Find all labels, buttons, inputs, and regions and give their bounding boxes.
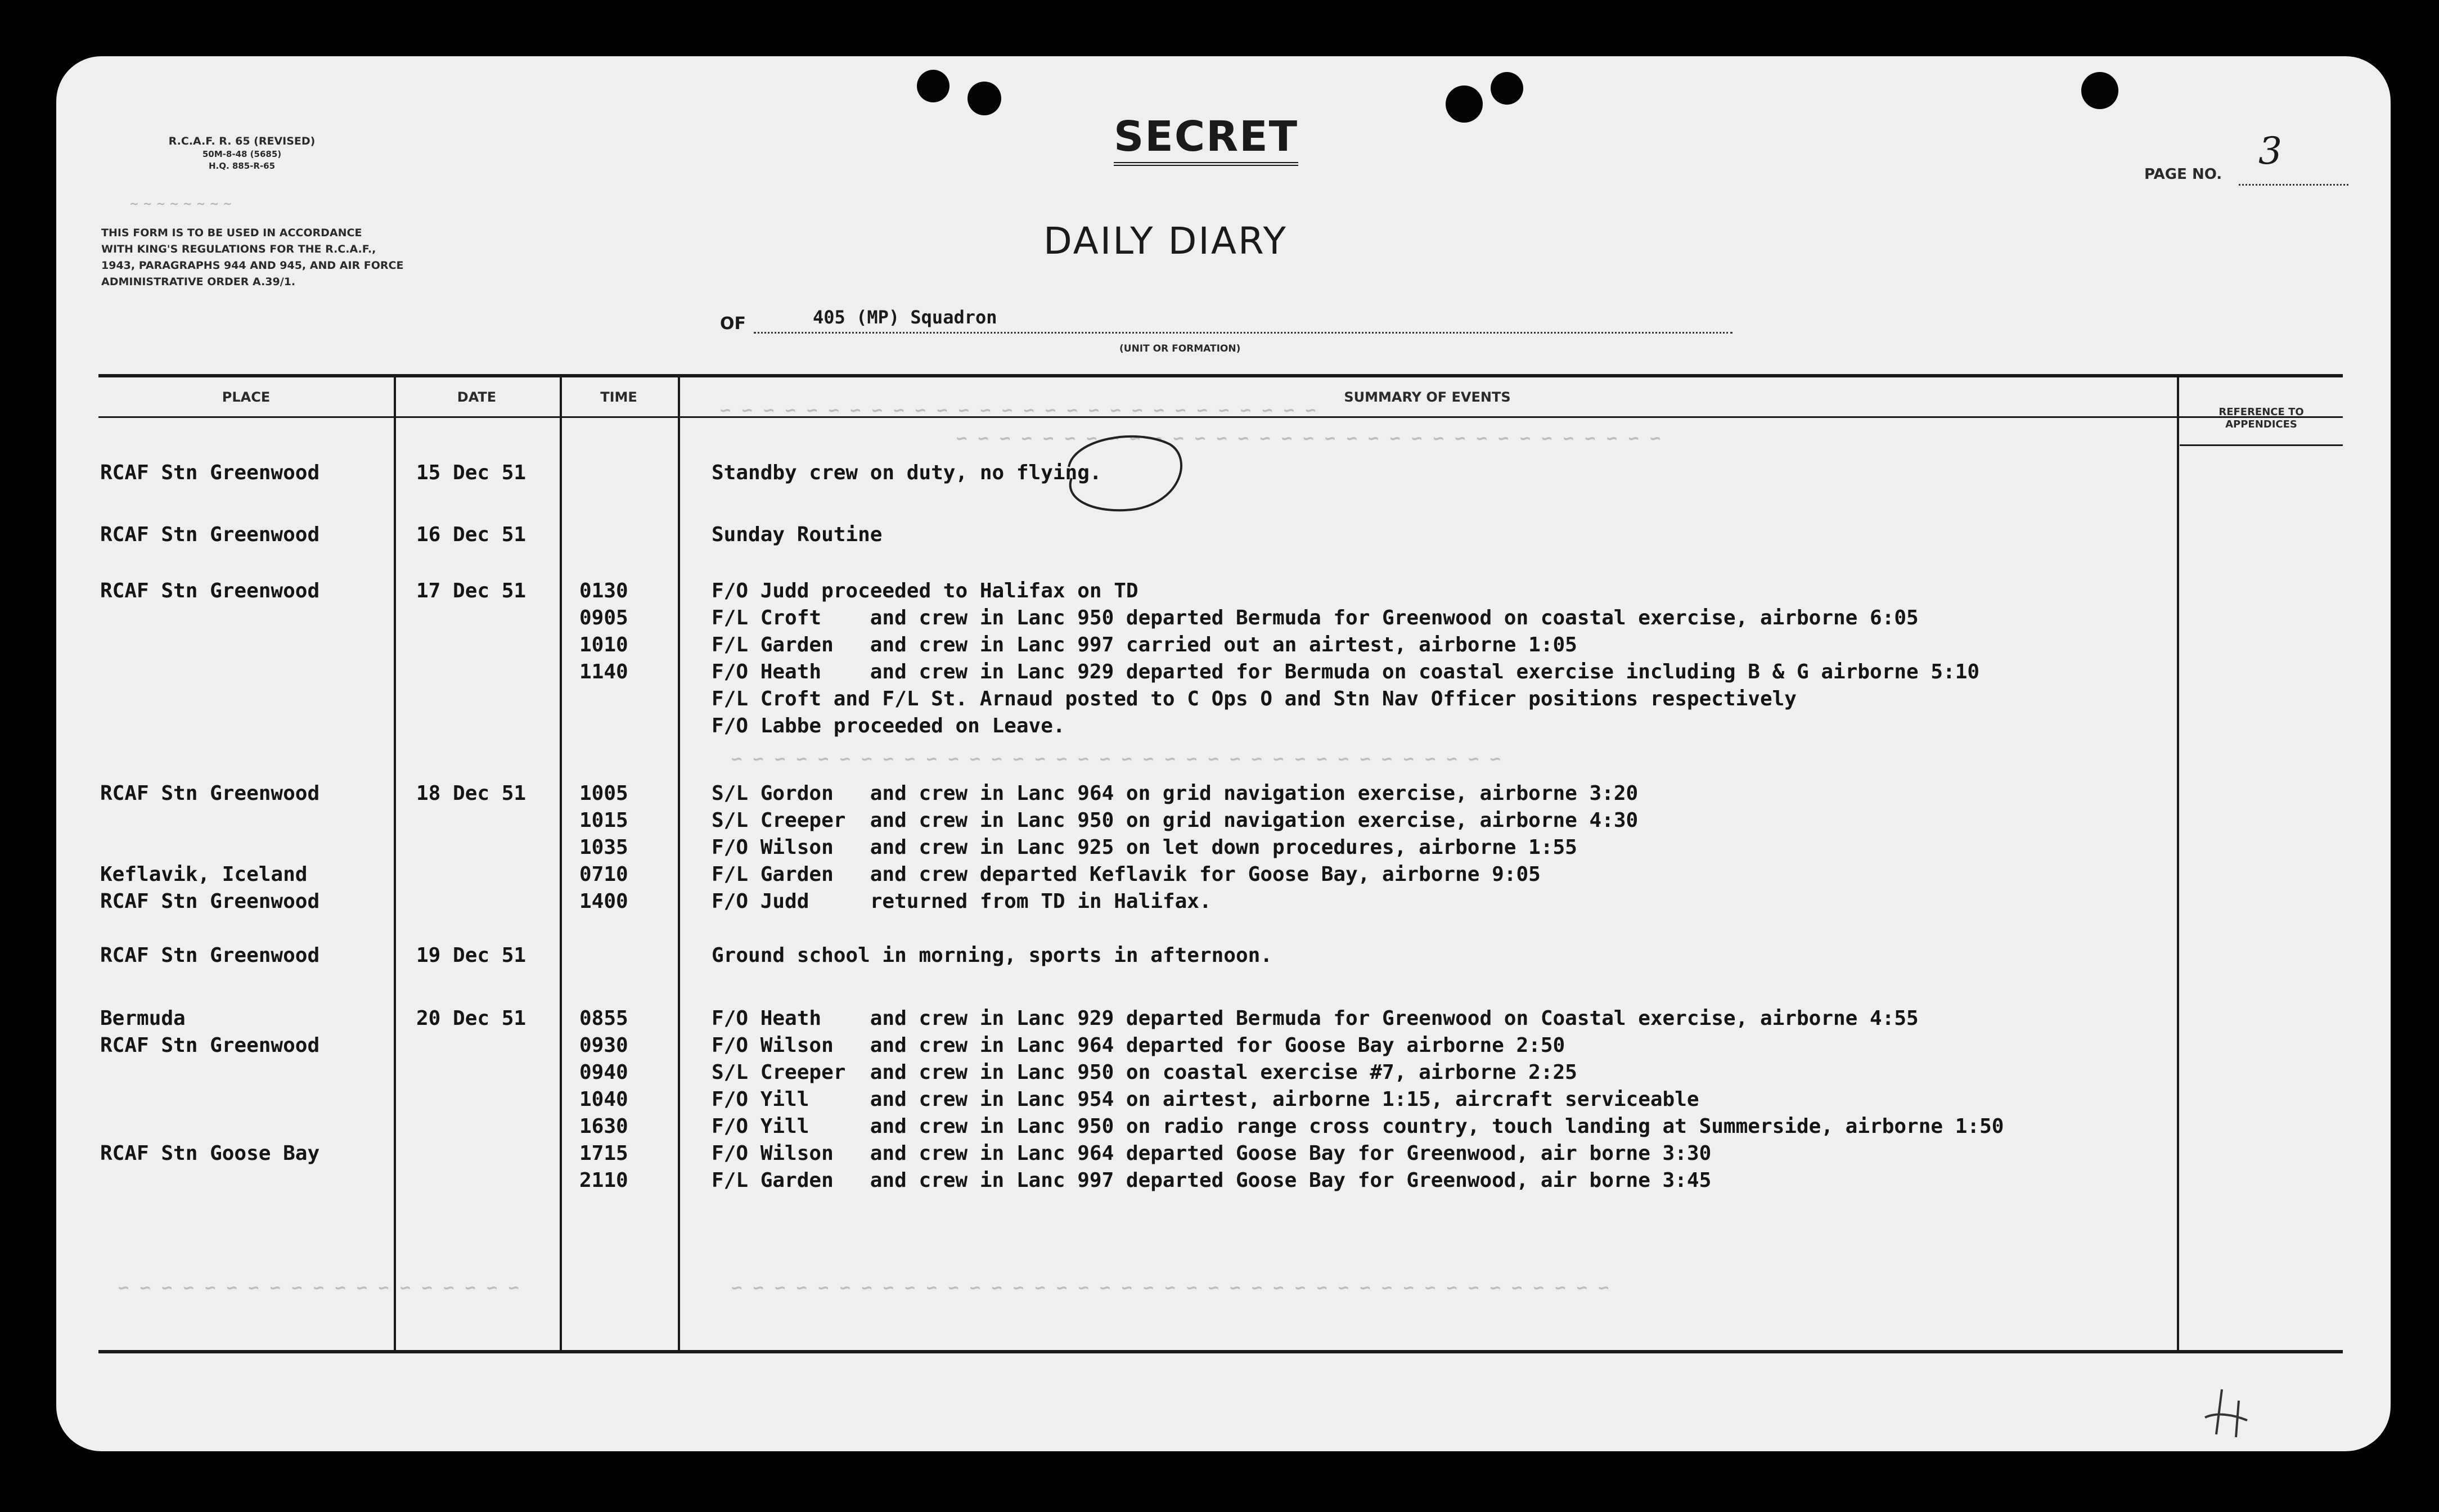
form-number: R.C.A.F. R. 65 (REVISED): [168, 135, 316, 147]
entry-time: 0940: [579, 1061, 628, 1084]
entry-summary: F/O Wilson and crew in Lanc 925 on let down procedures, airborne 1:55: [712, 836, 1577, 859]
entry-time: 1005: [579, 782, 628, 805]
unit-name: 405 (MP) Squadron: [813, 307, 997, 328]
entry-place: RCAF Stn Greenwood: [100, 461, 320, 484]
entry-summary: F/O Heath and crew in Lanc 929 departed for Bermuda on coastal exercise including B & G airborne 5:10: [712, 660, 1980, 683]
bleed-through-text: ~ ~ ~ ~ ~ ~ ~ ~ ~ ~ ~ ~ ~ ~ ~ ~ ~ ~ ~ ~ ~ ~ ~ ~ ~ ~ ~ ~ ~ ~ ~ ~ ~: [956, 428, 1661, 449]
unit-underline: [754, 332, 1732, 334]
column-header-reference: [2180, 406, 2343, 431]
entry-summary: F/O Heath and crew in Lanc 929 departed Bermuda for Greenwood on Coastal exercise, airborne 4:55: [712, 1007, 1919, 1030]
notice-line: THIS FORM IS TO BE USED IN ACCORDANCE: [101, 227, 362, 239]
entry-time: 0710: [579, 863, 628, 886]
page-number: 3: [2258, 129, 2282, 173]
faint-stamp: ~ ~ ~ ~ ~ ~ ~ ~: [129, 197, 232, 210]
entry-summary: S/L Gordon and crew in Lanc 964 on grid navigation exercise, airborne 3:20: [712, 782, 1639, 805]
bleed-through-text: ~ ~ ~ ~ ~ ~ ~ ~ ~ ~ ~ ~ ~ ~ ~ ~ ~ ~ ~ ~ ~ ~ ~ ~ ~ ~ ~ ~ ~ ~ ~ ~ ~ ~ ~ ~ ~ ~ ~ ~ ~: [731, 1277, 1609, 1298]
punch-hole: [1446, 86, 1483, 123]
page-number-underline: [2239, 184, 2348, 186]
unit-caption: (UNIT OR FORMATION): [1119, 343, 1241, 354]
entry-summary: F/O Wilson and crew in Lanc 964 departed for Goose Bay airborne 2:50: [712, 1034, 1565, 1057]
table-top-rule: [98, 374, 2343, 377]
entry-time: 1040: [579, 1088, 628, 1111]
diary-page: [56, 56, 2391, 1451]
entry-time: 1715: [579, 1142, 628, 1165]
entry-place: RCAF Stn Greenwood: [100, 579, 320, 602]
notice-line: 1943, PARAGRAPHS 944 AND 945, AND AIR FORCE: [101, 259, 404, 272]
entry-date: 18 Dec 51: [416, 782, 526, 805]
column-divider: [2177, 376, 2179, 1352]
notice-line: ADMINISTRATIVE ORDER A.39/1.: [101, 276, 296, 288]
reference-header-rule: [2180, 444, 2343, 446]
entry-time: 1400: [579, 890, 628, 913]
entry-date: 20 Dec 51: [416, 1007, 526, 1030]
entry-summary: F/L Croft and F/L St. Arnaud posted to C Ops O and Stn Nav Officer positions respectively: [712, 687, 1797, 710]
column-divider: [394, 376, 396, 1352]
entry-place: RCAF Stn Greenwood: [100, 523, 320, 546]
entry-summary: F/O Yill and crew in Lanc 950 on radio range cross country, touch landing at Summerside, airborne 1:50: [712, 1115, 2004, 1138]
entry-time: 0855: [579, 1007, 628, 1030]
punch-hole: [917, 70, 950, 102]
entry-time: 1010: [579, 633, 628, 656]
punch-hole: [1491, 72, 1523, 105]
entry-time: 1630: [579, 1115, 628, 1138]
entry-time: 1015: [579, 809, 628, 832]
form-title: DAILY DIARY: [1043, 219, 1288, 263]
entry-summary: S/L Creeper and crew in Lanc 950 on coastal exercise #7, airborne 2:25: [712, 1061, 1577, 1084]
punch-hole: [2081, 72, 2118, 109]
entry-time: 0130: [579, 579, 628, 602]
entry-place: RCAF Stn Greenwood: [100, 944, 320, 967]
entry-summary: S/L Creeper and crew in Lanc 950 on grid navigation exercise, airborne 4:30: [712, 809, 1639, 832]
entry-time: 0905: [579, 606, 628, 629]
entry-summary: F/O Judd proceeded to Halifax on TD: [712, 579, 1138, 602]
column-divider: [678, 376, 680, 1352]
bleed-through-text: ~ ~ ~ ~ ~ ~ ~ ~ ~ ~ ~ ~ ~ ~ ~ ~ ~ ~ ~: [118, 1277, 519, 1298]
classification-heading: SECRET: [1114, 112, 1298, 166]
column-header-time: TIME: [600, 389, 637, 405]
entry-date: 19 Dec 51: [416, 944, 526, 967]
entry-date: 17 Dec 51: [416, 579, 526, 602]
column-divider: [560, 376, 562, 1352]
page-number-label: PAGE NO.: [2144, 166, 2222, 183]
entry-summary: Standby crew on duty, no flying.: [712, 461, 1102, 484]
entry-time: 0930: [579, 1034, 628, 1057]
entry-summary: Sunday Routine: [712, 523, 883, 546]
entry-summary: F/O Yill and crew in Lanc 954 on airtest, airborne 1:15, aircraft serviceable: [712, 1088, 1699, 1111]
bleed-through-text: ~ ~ ~ ~ ~ ~ ~ ~ ~ ~ ~ ~ ~ ~ ~ ~ ~ ~ ~ ~ ~ ~ ~ ~ ~ ~ ~ ~ ~ ~ ~ ~ ~ ~ ~ ~: [731, 748, 1501, 770]
entry-summary: F/O Judd returned from TD in Halifax.: [712, 890, 1212, 913]
table-bottom-rule: [98, 1350, 2343, 1353]
bleed-through-text: ~ ~ ~ ~ ~ ~ ~ ~ ~ ~ ~ ~ ~ ~ ~ ~ ~ ~ ~ ~ ~ ~ ~ ~ ~ ~ ~ ~: [720, 399, 1316, 421]
reference-header-line: REFERENCE TO: [2218, 406, 2304, 418]
of-label: OF: [720, 314, 746, 334]
entry-summary: F/L Garden and crew departed Keflavik for Goose Bay, airborne 9:05: [712, 863, 1541, 886]
entry-place: Keflavik, Iceland: [100, 863, 308, 886]
entry-place: RCAF Stn Goose Bay: [100, 1142, 320, 1165]
entry-summary: F/L Garden and crew in Lanc 997 departed Goose Bay for Greenwood, air borne 3:45: [712, 1169, 1712, 1192]
entry-date: 15 Dec 51: [416, 461, 526, 484]
entry-place: RCAF Stn Greenwood: [100, 890, 320, 913]
punch-hole: [968, 82, 1001, 115]
entry-time: 2110: [579, 1169, 628, 1192]
entry-summary: F/O Wilson and crew in Lanc 964 departed Goose Bay for Greenwood, air borne 3:30: [712, 1142, 1712, 1165]
hq-code: H.Q. 885-R-65: [208, 161, 276, 171]
entry-summary: Ground school in morning, sports in afternoon.: [712, 944, 1272, 967]
entry-place: Bermuda: [100, 1007, 186, 1030]
entry-time: 1035: [579, 836, 628, 859]
column-header-summary: SUMMARY OF EVENTS: [1344, 389, 1511, 405]
entry-summary: F/L Croft and crew in Lanc 950 departed Bermuda for Greenwood on coastal exercise, airborne 6:05: [712, 606, 1919, 629]
column-header-place: PLACE: [222, 389, 271, 405]
entry-summary: F/O Labbe proceeded on Leave.: [712, 714, 1065, 737]
entry-time: 1140: [579, 660, 628, 683]
entry-place: RCAF Stn Greenwood: [100, 1034, 320, 1057]
entry-summary: F/L Garden and crew in Lanc 997 carried out an airtest, airborne 1:05: [712, 633, 1577, 656]
reference-header-line: APPENDICES: [2225, 418, 2297, 430]
regulations-notice: [101, 225, 608, 290]
form-codes: [110, 134, 374, 172]
entry-date: 16 Dec 51: [416, 523, 526, 546]
notice-line: WITH KING'S REGULATIONS FOR THE R.C.A.F.,: [101, 243, 376, 255]
entry-place: RCAF Stn Greenwood: [100, 782, 320, 805]
print-code: 50M-8-48 (5685): [202, 149, 282, 159]
column-header-date: DATE: [457, 389, 497, 405]
handwritten-mark: [2194, 1384, 2261, 1446]
